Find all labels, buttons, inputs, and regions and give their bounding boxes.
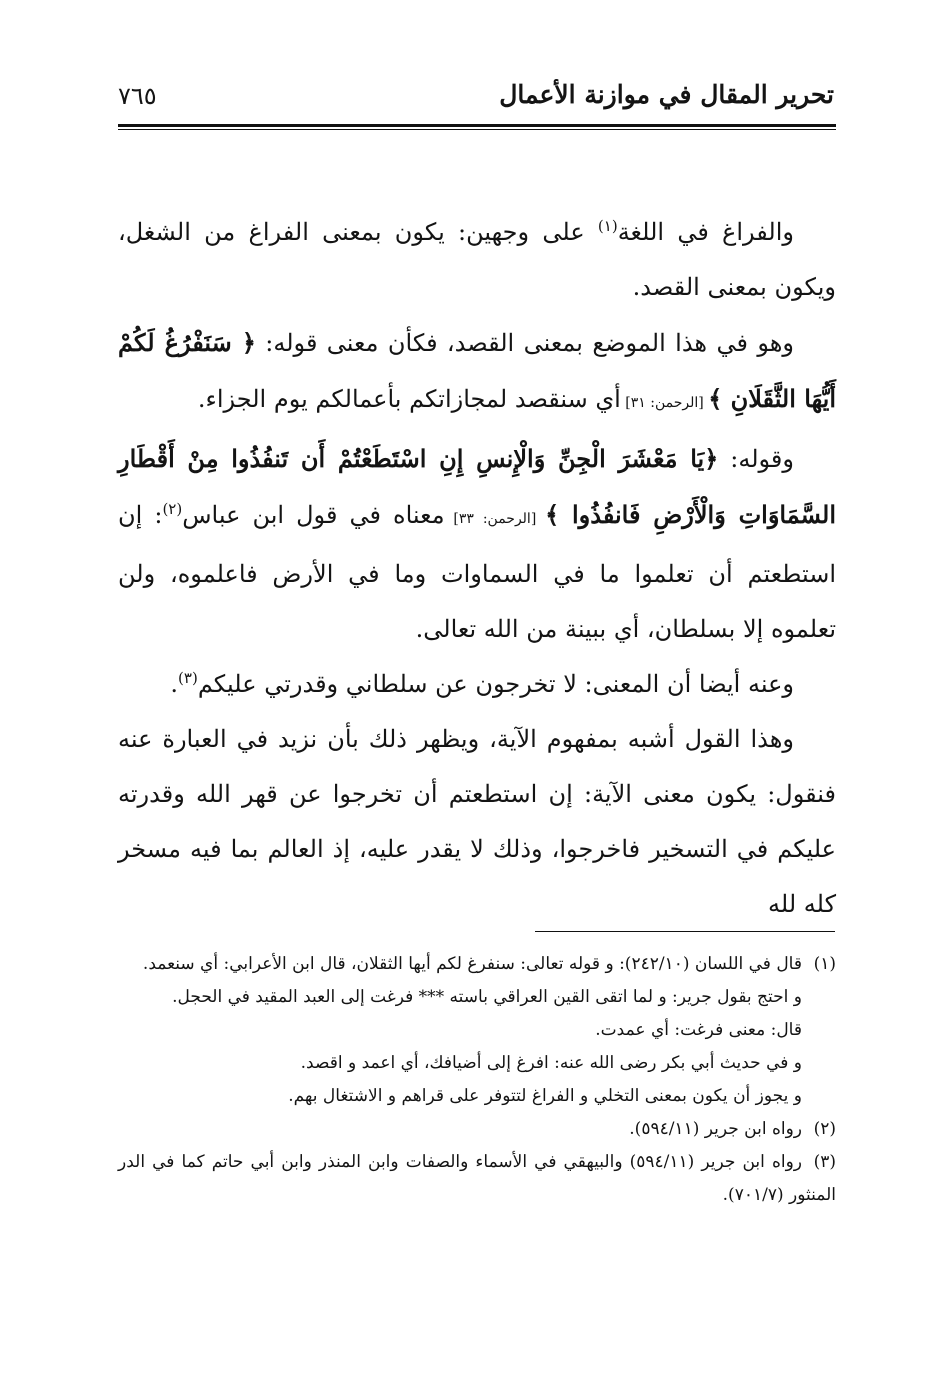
text-run: . <box>170 670 179 698</box>
text-run: معناه في قول ابن عباس <box>182 501 445 529</box>
footnote-separator <box>535 931 835 932</box>
quran-verse: ﴿يَا مَعْشَرَ الْجِنِّ وَالْإِنسِ إِنِ اسْتَطَعْتُمْ أَن تَنفُذُوا مِنْ أَقْطَارِ السَّمَاوَاتِ وَالْأَرْضِ فَانفُذُوا ﴾ <box>118 444 837 529</box>
paragraph-2 <box>118 315 836 431</box>
footnotes <box>118 948 836 1212</box>
verse-reference: [الرحمن: ٣٣] <box>444 511 546 527</box>
main-text <box>118 205 836 932</box>
footnote-1-line: قال: معنى فرغت: أي عمدت. <box>595 1020 802 1040</box>
footnote-text: رواه ابن جرير (٥٩٤/١١). <box>629 1119 802 1139</box>
footnote-number: (٣) <box>813 1152 836 1172</box>
footnote-1-line: و يجوز أن يكون بمعنى التخلي و الفراغ لتتوفر على قراهم و الاشتغال بهم. <box>288 1086 802 1106</box>
paragraph-1 <box>118 205 836 315</box>
footnote-marker-2: (٢) <box>162 500 183 518</box>
header-title: تحرير المقال في موازنة الأعمال <box>499 80 834 109</box>
text-run: وقوله: <box>718 445 794 473</box>
text-run: وهذا القول أشبه بمفهوم الآية، ويظهر ذلك بأن نزيد في العبارة عنه فنقول: يكون معنى الآية: إن استطعتم أن تخرجوا عن قهر الله وقدرته عليكم في التسخير فاخرجوا، وذلك لا يقدر عليه، إذ العالم بما فيه مسخر كله لله <box>118 725 836 918</box>
text-run: والفراغ في اللغة <box>617 218 795 246</box>
footnote-3 <box>118 1146 836 1212</box>
text-run: أي سنقصد لمجازاتكم بأعمالكم يوم الجزاء. <box>197 385 621 413</box>
quran-verse: ﴿ سَنَفْرُغُ لَكُمْ أَيُّهَا الثَّقَلَانِ ﴾ <box>118 328 836 413</box>
footnote-1-line: و احتج بقول جرير: و لما اتقى القين العراقي باسته *** فرغت إلى العبد المقيد في الحجل. <box>172 987 802 1007</box>
running-header <box>118 80 834 120</box>
footnote-1-line: و في حديث أبي بكر رضى الله عنه: افرغ إلى أضيافك، أي اعمد و اقصد. <box>300 1053 802 1073</box>
verse-reference: [الرحمن: ٣١] <box>620 395 709 411</box>
text-run: على وجهين: يكون بمعنى الفراغ من الشغل، ويكون بمعنى القصد. <box>118 218 836 301</box>
footnote-text: قال في اللسان (٢٤٢/١٠): و قوله تعالى: سنفرغ لكم أيها الثقلان، قال ابن الأعرابي: أي سنعمد. <box>142 954 802 974</box>
footnote-number: (١) <box>813 954 836 974</box>
footnote-text: رواه ابن جرير (٥٩٤/١١) والبيهقي في الأسماء والصفات وابن المنذر وابن أبي حاتم كما في الدر المنثور (٧٠١/٧). <box>118 1152 836 1205</box>
footnote-1 <box>118 948 836 981</box>
paragraph-3 <box>118 431 836 657</box>
text-run: : إن استطعتم أن تعلموا ما في السماوات وما في الأرض فاعلموه، ولن تعلموه إلا بسلطان، أي ببينة من الله تعالى. <box>118 501 837 643</box>
paragraph-5 <box>118 712 836 932</box>
paragraph-4 <box>118 657 836 712</box>
footnote-marker-3: (٣) <box>178 669 198 687</box>
text-run: وهو في هذا الموضع بمعنى القصد، فكأن معنى قوله: <box>255 329 794 357</box>
footnote-marker-1: (١) <box>597 217 618 235</box>
text-run: وعنه أيضا أن المعنى: لا تخرجون عن سلطاني وقدرتي عليكم <box>197 670 794 698</box>
header-rule <box>118 124 836 130</box>
page-number: ٧٦٥ <box>118 82 157 110</box>
footnote-2 <box>118 1113 836 1146</box>
footnote-number: (٢) <box>813 1119 836 1139</box>
